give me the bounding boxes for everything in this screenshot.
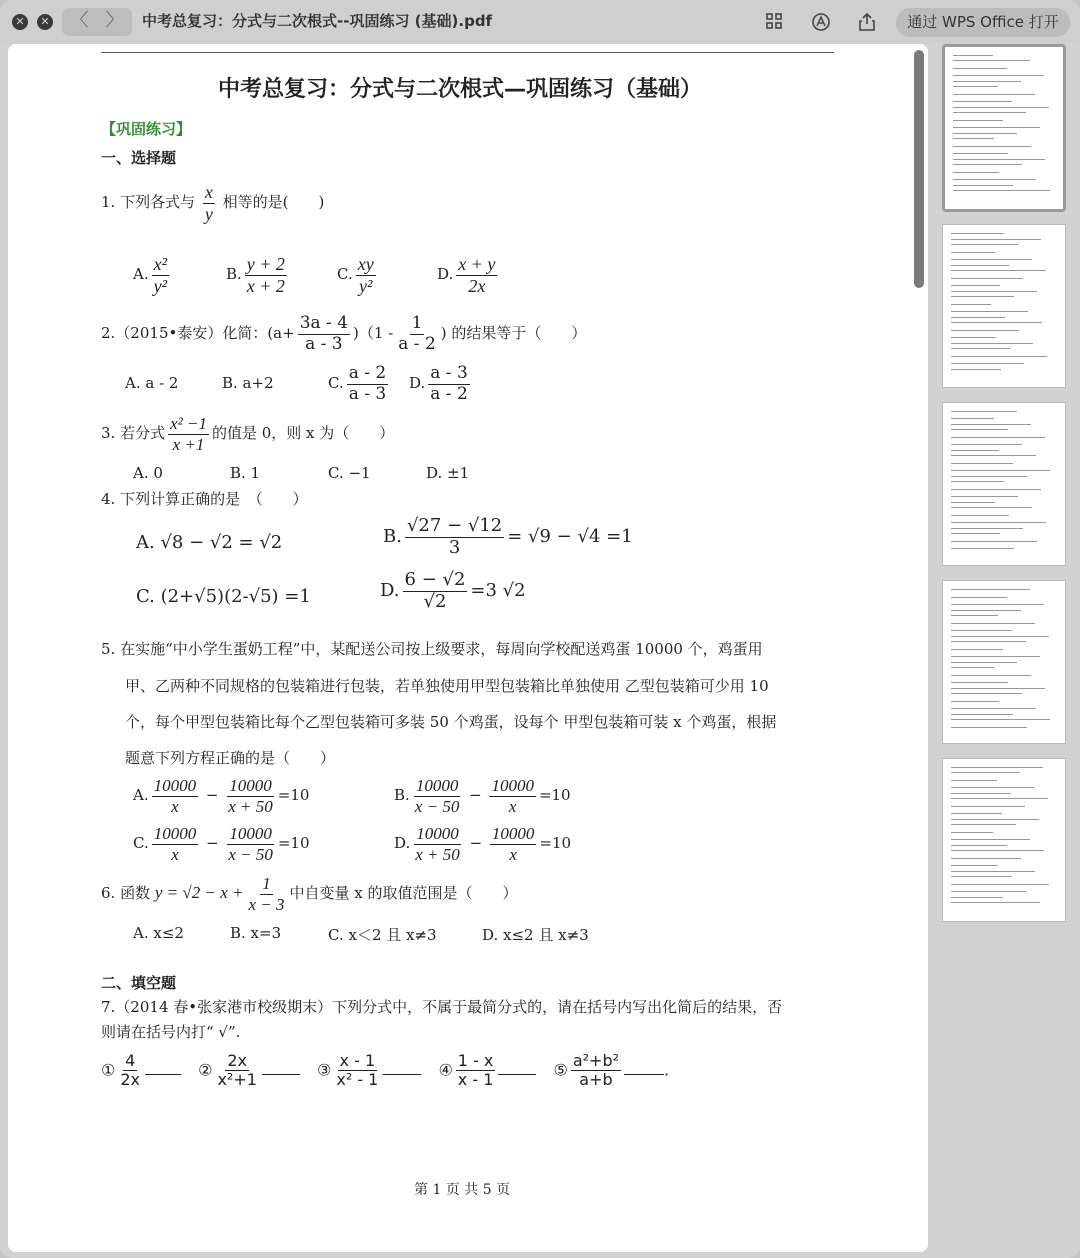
thumbnail-text-line (951, 278, 1023, 279)
option-label: C. (133, 834, 149, 853)
navigation-group (62, 8, 132, 36)
question-5-option-b: B. $\frac{10000}{x - 50}$ − $\frac{10000}{x}$ =10 (394, 776, 571, 816)
thumbnail-text-line (953, 68, 1007, 69)
thumbnail-text-line (951, 541, 1037, 542)
answer-blank[interactable] (145, 1074, 181, 1075)
question-3-option-d: D. ±1 (426, 464, 470, 482)
question-1-option-d (437, 254, 500, 296)
thumbnail-text-line (953, 153, 1008, 154)
question-3-option-b: B. 1 (230, 464, 261, 482)
question-6-option-a: A. x≤2 (133, 924, 184, 942)
thumbnail-text-line (951, 714, 1013, 715)
thumbnail-text-line (951, 411, 1017, 412)
fraction-denominator: x - 1 (457, 1070, 494, 1090)
question-6-stem-end: 中自变量 x 的取值范围是（ ） (289, 884, 518, 903)
fraction-denominator: a+b (579, 1070, 613, 1090)
answer-blank[interactable] (383, 1074, 421, 1075)
thumbnail-text-line (951, 437, 1045, 438)
thumbnail-text-line (951, 270, 1046, 271)
question-6-expression: y = √2 − x + (154, 883, 244, 903)
thumbnail-text-line (953, 86, 998, 87)
fraction-numerator: 10000 (153, 824, 197, 843)
question-4-option-c: C. (2+√5)(2-√5) =1 (136, 586, 311, 607)
question-3-stem-end: 的值是 0，则 x 为（ ） (211, 424, 395, 443)
thumbnail-text-line (953, 94, 1035, 95)
thumbnail-text-line (951, 450, 999, 451)
thumbnail-text-line (951, 641, 1026, 642)
option-fraction-1 (152, 824, 199, 864)
item-fraction (571, 1052, 621, 1090)
item-fraction (334, 1052, 380, 1090)
fraction-numerator: 2x (227, 1051, 247, 1070)
fraction-numerator: xy (357, 254, 374, 274)
option-fraction (356, 254, 376, 296)
option-label: B. (226, 265, 242, 284)
question-5-line-1: 5. 在实施“中小学生蛋奶工程”中，某配送公司按上级要求，每周向学校配送鸡蛋 10000 个，鸡蛋用 (101, 640, 763, 658)
thumbnail-text-line (951, 719, 1050, 720)
option-label: A. (133, 265, 149, 284)
thumbnail-text-line (951, 693, 1022, 694)
thumbnail-text-line (953, 164, 1022, 165)
thumbnail-text-line (951, 636, 1049, 637)
fraction-denominator: a - 3 (348, 383, 387, 404)
thumbnail-text-line (951, 418, 994, 419)
option-rhs: =10 (539, 834, 572, 853)
option-rhs: =10 (538, 786, 571, 805)
thumbnail-text-line (951, 502, 995, 503)
thumbnail-text-line (951, 470, 1050, 471)
fraction-numerator: 10000 (416, 824, 459, 843)
thumbnail-text-line (951, 610, 1021, 611)
option-fraction (456, 254, 497, 296)
option-label: A. (133, 786, 149, 805)
thumbnail-text-line (951, 259, 1032, 260)
thumbnail-text-line (951, 701, 999, 702)
thumbnail-text-line (951, 839, 1030, 840)
fraction-numerator: 3a - 4 (299, 313, 349, 333)
fraction-denominator: a - 3 (305, 333, 343, 354)
question-5-option-d: D. $\frac{10000}{x + 50}$ − $\frac{10000}{x}$ =10 (394, 824, 572, 864)
fraction-denominator: √2 (423, 590, 447, 612)
option-label: B. (383, 526, 402, 548)
thumbnail-text-line (951, 424, 1031, 425)
option-label: D. (437, 265, 454, 284)
thumbnail-text-line (951, 369, 1001, 370)
thumbnail-text-line (951, 858, 1021, 859)
thumbnail-text-line (951, 662, 1017, 663)
question-6-option-c: C. x＜2 且 x≠3 (328, 926, 437, 944)
thumbnail-text-line (951, 845, 1007, 846)
fraction-denominator: x (171, 844, 179, 864)
question-6 (101, 874, 518, 914)
thumbnail-text-line (951, 507, 1032, 508)
option-label: D. (380, 580, 400, 602)
thumbnail-text-line (951, 891, 1026, 892)
thumbnail-text-line (953, 185, 1013, 186)
thumbnail-text-line (951, 865, 998, 866)
fraction-numerator: 4 (125, 1051, 136, 1070)
thumbnail-text-line (951, 897, 1003, 898)
question-1-fraction (203, 182, 215, 224)
fraction-numerator: 6 − √2 (404, 569, 466, 590)
thumbnail-text-line (951, 356, 1047, 357)
fraction-denominator: y² (153, 275, 167, 296)
fraction-denominator: x + 50 (415, 844, 460, 864)
fraction-numerator: 10000 (229, 824, 272, 843)
thumbnail-text-line (951, 476, 1027, 477)
fraction-denominator: x (509, 844, 517, 864)
option-fraction-1 (413, 776, 462, 816)
question-5-line-3: 个，每个甲型包装箱比每个乙型包装箱可多装 50 个鸡蛋，设每个 甲型包装箱可装 x 个鸡蛋，根据 (125, 713, 777, 731)
question-1-stem-end: 相等的是( ) (222, 193, 325, 212)
thumbnail-text-line (951, 548, 1014, 549)
question-4-option-d (380, 570, 526, 612)
option-fraction-2 (226, 776, 275, 816)
thumbnail-page-5[interactable] (942, 758, 1066, 922)
item-label: ④ (438, 1060, 453, 1080)
thumbnail-text-line (951, 850, 1044, 851)
thumbnail-text-line (951, 824, 1016, 825)
fraction-denominator: x (171, 796, 179, 816)
item-fraction (215, 1052, 258, 1090)
fraction-denominator: x − 50 (414, 796, 460, 816)
option-fraction (152, 254, 169, 296)
question-2-fraction-2 (396, 314, 438, 354)
thumbnail-text-line (953, 60, 1030, 61)
question-2-fraction-1 (298, 314, 350, 354)
thumbnail-text-line (953, 159, 1045, 160)
fraction-numerator: x - 1 (339, 1051, 376, 1070)
answer-blank[interactable] (624, 1074, 664, 1075)
thumbnail-page-3[interactable] (942, 402, 1066, 566)
fraction-denominator: x + 2 (246, 275, 285, 296)
fraction-denominator: x +1 (172, 434, 205, 454)
question-3 (101, 414, 394, 454)
answer-blank[interactable] (262, 1074, 300, 1075)
question-5-line-4: 题意下列方程正确的是（ ） (125, 749, 336, 767)
option-label: D. (394, 834, 411, 853)
option-fraction (405, 516, 504, 558)
question-2 (101, 314, 586, 354)
fraction-denominator: x − 3 (248, 894, 285, 914)
thumbnail-text-line (951, 589, 1030, 590)
question-2-option-b: B. a+2 (222, 374, 274, 392)
option-fraction-2 (490, 824, 537, 864)
minimize-window-icon[interactable]: ✕ (37, 14, 53, 30)
fraction-numerator: √27 − √12 (406, 515, 503, 536)
option-label: C. (328, 374, 344, 393)
section-heading-choice: 一、选择题 (101, 149, 177, 167)
thumbnail-text-line (951, 296, 1014, 297)
thumbnail-text-line (951, 884, 1049, 885)
thumbnail-text-line (951, 481, 1004, 482)
question-2-stem: 2.（2015•泰安）化简：(a+ (101, 324, 295, 343)
question-1-option-b (226, 254, 290, 296)
fraction-denominator: x²+1 (217, 1070, 257, 1090)
thumbnail-text-line (951, 489, 1041, 490)
thumbnail-text-line (951, 429, 1008, 430)
close-window-icon[interactable]: ✕ (12, 14, 28, 30)
open-with-wps-button[interactable]: 通过 WPS Office 打开 (896, 8, 1070, 37)
share-icon[interactable] (857, 12, 877, 32)
title-bar (0, 0, 1080, 44)
document-scrollbar[interactable] (914, 50, 924, 288)
thumbnail-text-line (951, 244, 1018, 245)
thumbnail-text-line (951, 265, 1009, 266)
fraction-numerator: 1 - x (457, 1051, 494, 1070)
item-label: ③ (317, 1060, 332, 1080)
thumbnail-text-line (951, 444, 1022, 445)
thumbnail-page-4[interactable] (942, 580, 1066, 744)
fraction-denominator: 3 (448, 536, 461, 558)
thumbnail-text-line (953, 120, 1003, 121)
question-3-stem: 3. 若分式 (101, 424, 166, 443)
question-4-option-a: A. √8 − √2 = √2 (136, 532, 283, 553)
thumbnail-text-line (951, 496, 1018, 497)
thumbnail-text-line (951, 343, 1033, 344)
thumbnail-text-line (951, 806, 1025, 807)
fraction-denominator: a - 2 (430, 383, 468, 404)
question-2-stem-mid: )（1 - (353, 324, 394, 343)
question-7-line-1: 7.（2014 春•张家港市校级期末）下列分式中，不属于最简分式的，请在括号内写出化简后的结果，否 (101, 998, 783, 1016)
item-label: ① (101, 1060, 116, 1080)
question-7-items (101, 1052, 669, 1090)
thumbnail-text-line (953, 172, 999, 173)
item-label: ② (198, 1060, 213, 1080)
forward-button[interactable]: 〉 (105, 10, 124, 31)
thumbnail-text-line (953, 190, 1050, 191)
thumbnail-text-line (951, 252, 995, 253)
thumbnail-text-line (953, 55, 993, 56)
question-6-fraction (246, 874, 286, 914)
fraction-numerator: a - 3 (430, 363, 468, 383)
fraction-numerator: 10000 (153, 776, 197, 795)
fraction-denominator: x + 50 (228, 796, 273, 816)
question-6-stem: 6. 函数 (101, 884, 151, 903)
fraction-numerator: 1 (262, 874, 271, 893)
thumbnail-text-line (951, 819, 1039, 820)
option-fraction-1 (152, 776, 199, 816)
question-5-line-2: 甲、乙两种不同规格的包装箱进行包装，若单独使用甲型包装箱比单独使用 乙型包装箱可少用 10 (125, 677, 769, 695)
thumbnail-text-line (951, 337, 996, 338)
thumbnail-text-line (951, 813, 1002, 814)
thumbnail-text-line (953, 112, 1026, 113)
thumbnail-text-line (953, 133, 1017, 134)
fraction-numerator: x + y (458, 254, 496, 274)
thumbnail-text-line (951, 675, 1031, 676)
thumbnail-text-line (951, 522, 1046, 523)
fraction-denominator: a - 2 (398, 333, 436, 354)
option-label: D. (409, 374, 426, 393)
fraction-numerator: 10000 (415, 776, 459, 795)
question-4-option-b (383, 516, 633, 558)
grid-view-icon[interactable] (764, 12, 784, 32)
option-rhs: = √9 − √4 =1 (507, 526, 633, 548)
thumbnail-text-line (951, 667, 994, 668)
thumbnail-text-line (951, 772, 1020, 773)
fraction-numerator: a - 2 (348, 363, 387, 383)
page-title: 中考总复习：分式与二次根式—巩固练习（基础） (218, 77, 703, 102)
option-fraction (428, 364, 470, 404)
thumbnail-text-line (953, 107, 1049, 108)
option-label: C. (337, 265, 353, 284)
fraction-denominator: y² (359, 275, 373, 296)
fraction-numerator: 10000 (229, 776, 272, 795)
option-rhs: =10 (277, 786, 310, 805)
fraction-numerator: x (204, 182, 213, 202)
thumbnail-text-line (951, 630, 1012, 631)
fraction-denominator: x² - 1 (336, 1070, 379, 1090)
thumbnail-text-line (951, 798, 1048, 799)
fraction-numerator: 10000 (491, 824, 535, 843)
option-label: B. (394, 786, 410, 805)
item-fraction (118, 1052, 142, 1090)
option-fraction-2 (226, 824, 275, 864)
thumbnail-sidebar (934, 44, 1080, 1258)
thumbnail-text-line (951, 688, 1045, 689)
fraction-denominator: x − 50 (228, 844, 273, 864)
thumbnail-text-line (951, 871, 1035, 872)
thumbnail-text-line (951, 317, 1005, 318)
option-fraction-2 (489, 776, 536, 816)
thumbnail-text-line (951, 832, 993, 833)
fraction-numerator: a²+b² (572, 1051, 620, 1070)
question-2-option-a: A. a - 2 (125, 374, 179, 392)
thumbnail-text-line (951, 455, 1036, 456)
thumbnail-text-line (951, 515, 1009, 516)
header-rule (101, 52, 834, 53)
thumbnail-text-line (953, 75, 1044, 76)
question-1 (101, 182, 324, 224)
thumbnail-text-line (951, 708, 1036, 709)
thumbnail-text-line (951, 533, 1000, 534)
thumbnail-text-line (953, 179, 1036, 180)
option-fraction (403, 570, 468, 612)
question-2-option-c (328, 364, 391, 404)
thumbnail-page-1[interactable] (942, 44, 1066, 212)
fraction-denominator: x (508, 796, 517, 816)
thumbnail-text-line (951, 348, 1010, 349)
question-6-option-b: B. x=3 (230, 924, 282, 942)
thumbnail-text-line (951, 285, 1000, 286)
thumbnail-text-line (951, 304, 991, 305)
item-end: . (664, 1060, 670, 1080)
question-3-fraction (168, 414, 209, 454)
question-1-stem: 1. 下列各式与 (101, 193, 196, 212)
pdf-page (8, 44, 928, 1252)
thumbnail-text-line (951, 291, 1037, 292)
thumbnail-text-line (951, 649, 1003, 650)
fraction-numerator: x² −1 (170, 414, 207, 433)
question-5-option-a: A. $\frac{10000}{x}$ − $\frac{10000}{x + 50}$ =10 (133, 776, 310, 816)
option-fraction (347, 364, 389, 404)
fraction-denominator: 2x (468, 275, 486, 296)
question-2-stem-end: ) 的结果等于（ ） (440, 324, 587, 343)
page-footer: 第 1 页 共 5 页 (414, 1182, 511, 1198)
question-7-line-2: 则请在括号内打“ √”. (101, 1023, 241, 1041)
question-2-option-d (409, 364, 473, 404)
question-3-option-a: A. 0 (133, 464, 163, 482)
thumbnail-text-line (951, 902, 1040, 903)
question-3-option-c: C. −1 (328, 464, 371, 482)
thumbnail-text-line (951, 727, 1027, 728)
section-heading-fill: 二、填空题 (101, 974, 177, 992)
fraction-numerator: 10000 (491, 776, 534, 795)
thumbnail-text-line (953, 127, 1040, 128)
option-rhs: =10 (277, 834, 310, 853)
back-button[interactable]: 〈 (70, 10, 89, 31)
thumbnail-text-line (951, 615, 998, 616)
thumbnail-page-2[interactable] (942, 224, 1066, 388)
fraction-denominator: 2x (120, 1070, 140, 1090)
fraction-denominator: y (204, 203, 213, 224)
thumbnail-text-line (951, 528, 1023, 529)
markup-icon[interactable] (811, 12, 831, 32)
option-rhs: =3 √2 (470, 580, 526, 602)
option-fraction-1 (413, 824, 462, 864)
fraction-numerator: 1 (411, 313, 423, 333)
section-tag: 【巩固练习】 (101, 120, 192, 138)
thumbnail-text-line (951, 463, 1013, 464)
thumbnail-text-line (951, 597, 1007, 598)
question-5-option-c: C. $\frac{10000}{x}$ − $\frac{10000}{x - 50}$ =10 (133, 824, 310, 864)
fraction-numerator: x² (153, 254, 167, 274)
thumbnail-text-line (951, 330, 1019, 331)
thumbnail-text-line (951, 233, 1004, 234)
thumbnail-text-line (951, 311, 1028, 312)
window-title: 中考总复习：分式与二次根式--巩固练习 (基础).pdf (142, 12, 493, 30)
document-view[interactable] (8, 44, 928, 1252)
thumbnail-text-line (951, 363, 1024, 364)
fraction-numerator: y + 2 (246, 254, 285, 274)
question-4: 4. 下列计算正确的是 （ ） (101, 490, 308, 508)
thumbnail-text-line (953, 146, 1031, 147)
thumbnail-text-line (953, 101, 1012, 102)
item-label: ⑤ (553, 1060, 568, 1080)
thumbnail-text-line (951, 656, 1040, 657)
thumbnail-text-line (951, 682, 1008, 683)
question-1-option-a (133, 254, 172, 296)
option-fraction (245, 254, 287, 296)
thumbnail-text-line (951, 787, 1034, 788)
thumbnail-text-line (953, 138, 994, 139)
question-6-option-d: D. x≤2 且 x≠3 (482, 926, 589, 944)
thumbnail-text-line (951, 767, 1043, 768)
thumbnail-text-line (951, 623, 1035, 624)
thumbnail-text-line (951, 876, 1012, 877)
question-1-option-c (337, 254, 379, 296)
thumbnail-text-line (951, 780, 997, 781)
item-fraction (456, 1052, 496, 1090)
thumbnail-text-line (951, 793, 1011, 794)
thumbnail-text-line (953, 81, 1021, 82)
thumbnail-text-line (951, 239, 1041, 240)
thumbnail-text-line (951, 322, 1042, 323)
answer-blank[interactable] (498, 1074, 536, 1075)
thumbnail-text-line (951, 604, 1044, 605)
